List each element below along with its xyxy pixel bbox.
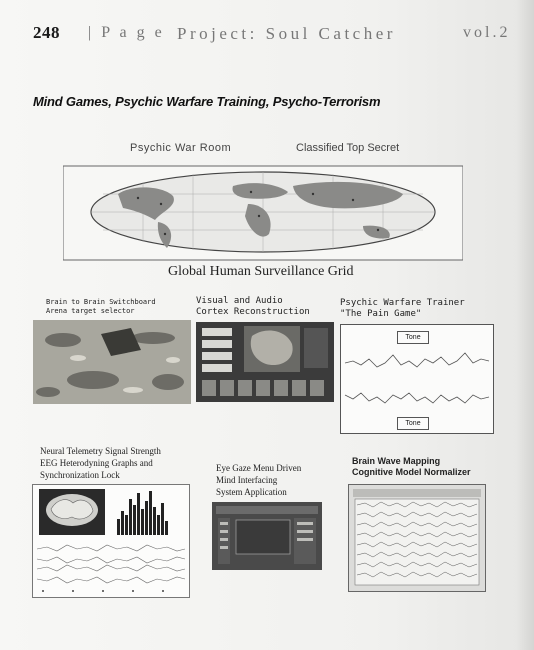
page-word: | P a g e	[88, 24, 165, 41]
figure-label-line: Neural Telemetry Signal Strength	[40, 446, 161, 456]
figure-label-brain-wave	[352, 456, 471, 478]
figure-label-line: Brain Wave Mapping	[352, 456, 441, 466]
figure-label-neural-telemetry	[40, 445, 161, 481]
war-room-label: Psychic War Room	[130, 142, 232, 154]
classified-label: Classified Top Secret	[296, 142, 400, 154]
page-number: 248	[33, 23, 60, 42]
figure-label-line: Visual and Audio	[196, 296, 283, 306]
figure-cortex-reconstruction	[196, 322, 334, 402]
figure-eye-gaze	[212, 502, 322, 570]
figure-label-line: Brain to Brain Switchboard	[46, 298, 156, 306]
figure-label-line: Psychic Warfare Trainer	[340, 298, 465, 308]
figure-label-line: Arena target selector	[46, 307, 135, 315]
map-caption: Global Human Surveillance Grid	[168, 264, 354, 279]
section-title: Mind Games, Psychic Warfare Training, Psycho-Terrorism	[33, 94, 381, 109]
figure-label-brain-switchboard	[46, 298, 156, 316]
page-gutter-shadow	[516, 0, 534, 650]
figure-label-psychic-trainer	[340, 298, 465, 320]
figure-label-line: Mind Interfacing	[216, 475, 278, 485]
page-header	[33, 23, 523, 47]
figure-label-cortex-reconstruction	[196, 296, 310, 318]
figure-brain-switchboard	[33, 320, 191, 404]
figure-brain-wave	[348, 484, 486, 592]
figure-label-line: Eye Gaze Menu Driven	[216, 463, 302, 473]
trainer-button-top: Tone	[397, 331, 429, 344]
figure-label-line: Cognitive Model Normalizer	[352, 467, 471, 477]
volume-label: vol.2	[463, 24, 511, 41]
figure-label-line: Cortex Reconstruction	[196, 307, 310, 317]
book-title: Project: Soul Catcher	[177, 24, 396, 43]
figure-label-eye-gaze	[216, 462, 301, 498]
world-map-grid	[63, 164, 463, 262]
figure-label-line: EEG Heterodyning Graphs and	[40, 458, 153, 468]
figure-label-line: System Application	[216, 487, 287, 497]
trainer-button-bottom: Tone	[397, 417, 429, 430]
figure-label-line: "The Pain Game"	[340, 309, 422, 319]
figure-psychic-trainer	[340, 324, 494, 434]
figure-neural-telemetry	[32, 484, 190, 598]
figure-label-line: Synchronization Lock	[40, 470, 120, 480]
